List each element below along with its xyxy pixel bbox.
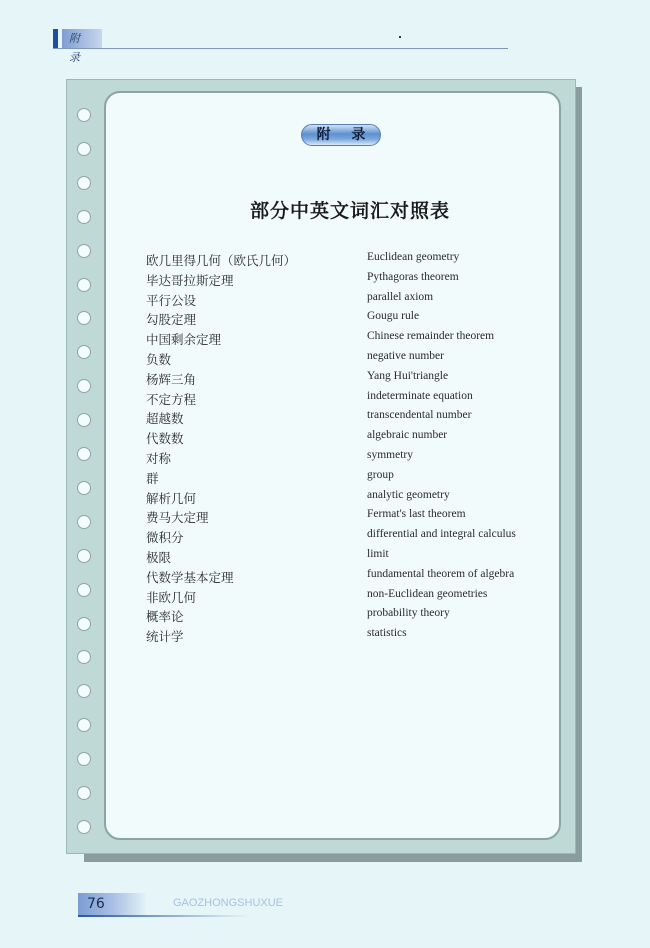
term-chinese: 群: [146, 470, 159, 486]
binder-hole: [77, 549, 91, 563]
term-english: probability theory: [367, 607, 450, 620]
term-chinese: 微积分: [146, 530, 184, 546]
header-rule: [53, 48, 508, 49]
term-english: Yang Hui'triangle: [367, 369, 449, 382]
header-section-label: 附 录: [62, 29, 102, 48]
footer-rule: [78, 915, 248, 917]
term-english: symmetry: [367, 448, 413, 461]
binder-hole: [77, 583, 91, 597]
binder-hole: [77, 413, 91, 427]
term-chinese: 平行公设: [146, 292, 197, 308]
binder-hole: [77, 142, 91, 156]
binder-hole: [77, 786, 91, 800]
binder-hole: [77, 617, 91, 631]
term-chinese: 负数: [146, 351, 172, 367]
binder-hole: [77, 820, 91, 834]
term-english: algebraic number: [367, 429, 448, 442]
page-footer: [78, 893, 298, 917]
glossary-row: [146, 409, 566, 429]
term-english: transcendental number: [367, 409, 472, 422]
running-header: [53, 28, 508, 64]
binder-hole: [77, 210, 91, 224]
term-chinese: 超越数: [146, 411, 184, 427]
term-english: Gougu rule: [367, 310, 420, 323]
term-english: Chinese remainder theorem: [367, 330, 495, 343]
term-english: indeterminate equation: [367, 389, 473, 402]
glossary-row: [146, 291, 566, 311]
term-english: fundamental theorem of algebra: [367, 567, 515, 580]
binder-hole: [77, 278, 91, 292]
term-english: Pythagoras theorem: [367, 270, 459, 283]
term-chinese: 费马大定理: [146, 510, 209, 526]
glossary-row: [146, 449, 566, 469]
term-chinese: 非欧几何: [146, 589, 197, 605]
term-english: Fermat's last theorem: [367, 508, 466, 521]
glossary-row: [146, 390, 566, 410]
term-chinese: 统计学: [146, 629, 184, 645]
binder-hole: [77, 752, 91, 766]
page-number: 76: [78, 893, 148, 915]
glossary-row: [146, 429, 566, 449]
series-text: GAOZHONGSHUXUE: [173, 897, 284, 909]
glossary-row: [146, 568, 566, 588]
glossary-row: [146, 370, 566, 390]
term-english: statistics: [367, 627, 407, 640]
term-chinese: 毕达哥拉斯定理: [146, 272, 234, 288]
glossary-row: [146, 310, 566, 330]
term-english: Euclidean geometry: [367, 251, 460, 263]
term-english: group: [367, 468, 394, 481]
binder-hole: [77, 176, 91, 190]
term-chinese: 欧几里得几何（欧氏几何）: [146, 253, 297, 268]
header-accent-bar: [53, 29, 58, 49]
binder-hole: [77, 515, 91, 529]
term-chinese: 中国剩余定理: [146, 332, 222, 348]
glossary-row: [146, 508, 566, 528]
term-english: differential and integral calculus: [367, 528, 516, 541]
appendix-badge: 附 录: [301, 124, 381, 146]
glossary-table: [146, 251, 566, 647]
glossary-row: [146, 469, 566, 489]
term-chinese: 概率论: [146, 609, 184, 625]
glossary-row: [146, 489, 566, 509]
glossary-row: [146, 588, 566, 608]
page-title: 部分中英文词汇对照表: [249, 200, 450, 222]
binder-hole: [77, 244, 91, 258]
glossary-row: [146, 350, 566, 370]
term-english: parallel axiom: [367, 290, 434, 303]
term-chinese: 勾股定理: [146, 312, 197, 328]
glossary-row: [146, 330, 566, 350]
glossary-row: [146, 251, 566, 271]
term-english: non-Euclidean geometries: [367, 587, 488, 600]
term-chinese: 解析几何: [146, 490, 197, 506]
term-chinese: 杨辉三角: [146, 371, 197, 387]
term-chinese: 极限: [146, 549, 172, 565]
binder-hole: [77, 108, 91, 122]
binder-hole: [77, 447, 91, 461]
term-english: negative number: [367, 349, 444, 362]
term-english: limit: [367, 547, 389, 560]
speck: [399, 36, 401, 38]
glossary-row: [146, 271, 566, 291]
binder-hole: [77, 481, 91, 495]
glossary-row: [146, 627, 566, 647]
term-chinese: 代数数: [146, 431, 184, 447]
term-english: analytic geometry: [367, 488, 450, 501]
term-chinese: 代数学基本定理: [146, 569, 234, 585]
glossary-row: [146, 528, 566, 548]
term-chinese: 对称: [146, 450, 172, 466]
glossary-row: [146, 607, 566, 627]
glossary-row: [146, 548, 566, 568]
term-chinese: 不定方程: [146, 391, 197, 407]
